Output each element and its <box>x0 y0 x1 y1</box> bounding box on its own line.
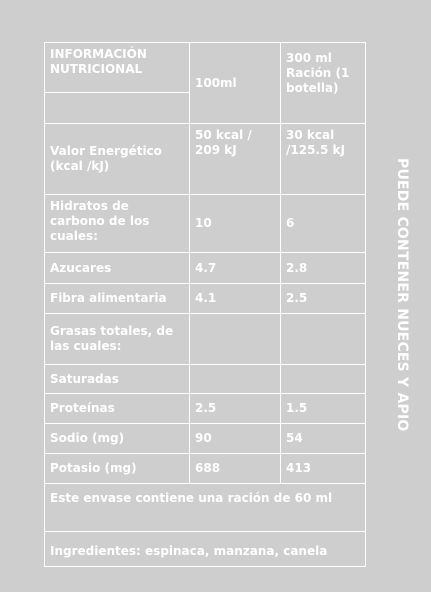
row-portion-sodium: 54 <box>281 424 365 454</box>
row-portion-fiber: 2.5 <box>281 284 365 314</box>
row-label-energy: Valor Energético (kcal /kJ) <box>45 124 190 195</box>
header-portion: 300 ml Ración (1 botella) <box>281 43 365 124</box>
row-100ml-sugars: 4.7 <box>190 253 281 284</box>
row-portion-sugars: 2.8 <box>281 253 365 284</box>
header-100ml: 100ml <box>190 43 281 124</box>
header-blank-cell <box>45 93 190 124</box>
row-portion-potassium: 413 <box>281 454 365 484</box>
row-100ml-fats <box>190 314 281 365</box>
ingredients-line: Ingredientes: espinaca, manzana, canela <box>50 544 328 558</box>
row-portion-energy: 30 kcal /125.5 kJ <box>281 124 365 195</box>
row-100ml-saturated <box>190 365 281 394</box>
row-label-sodium: Sodio (mg) <box>45 424 190 454</box>
row-portion-saturated <box>281 365 365 394</box>
allergen-warning: PUEDE CONTENER NUECES Y APIO <box>394 158 410 432</box>
row-label-carbs: Hidratos de carbono de los cuales: <box>45 195 190 253</box>
row-100ml-energy: 50 kcal / 209 kJ <box>190 124 281 195</box>
row-portion-fats <box>281 314 365 365</box>
header-title: INFORMACIÓN NUTRICIONAL <box>45 43 190 93</box>
row-label-sugars: Azucares <box>45 253 190 284</box>
row-100ml-potassium: 688 <box>190 454 281 484</box>
row-100ml-protein: 2.5 <box>190 394 281 424</box>
row-100ml-fiber: 4.1 <box>190 284 281 314</box>
row-label-saturated: Saturadas <box>45 365 190 394</box>
row-label-potassium: Potasio (mg) <box>45 454 190 484</box>
row-100ml-sodium: 90 <box>190 424 281 454</box>
row-label-fiber: Fibra alimentaria <box>45 284 190 314</box>
row-label-fats: Grasas totales, de las cuales: <box>45 314 190 365</box>
row-100ml-carbs: 10 <box>190 195 281 253</box>
row-label-protein: Proteínas <box>45 394 190 424</box>
row-portion-protein: 1.5 <box>281 394 365 424</box>
nutrition-table <box>44 42 366 567</box>
serving-note: Este envase contiene una ración de 60 ml <box>45 484 365 532</box>
row-portion-carbs: 6 <box>281 195 365 253</box>
